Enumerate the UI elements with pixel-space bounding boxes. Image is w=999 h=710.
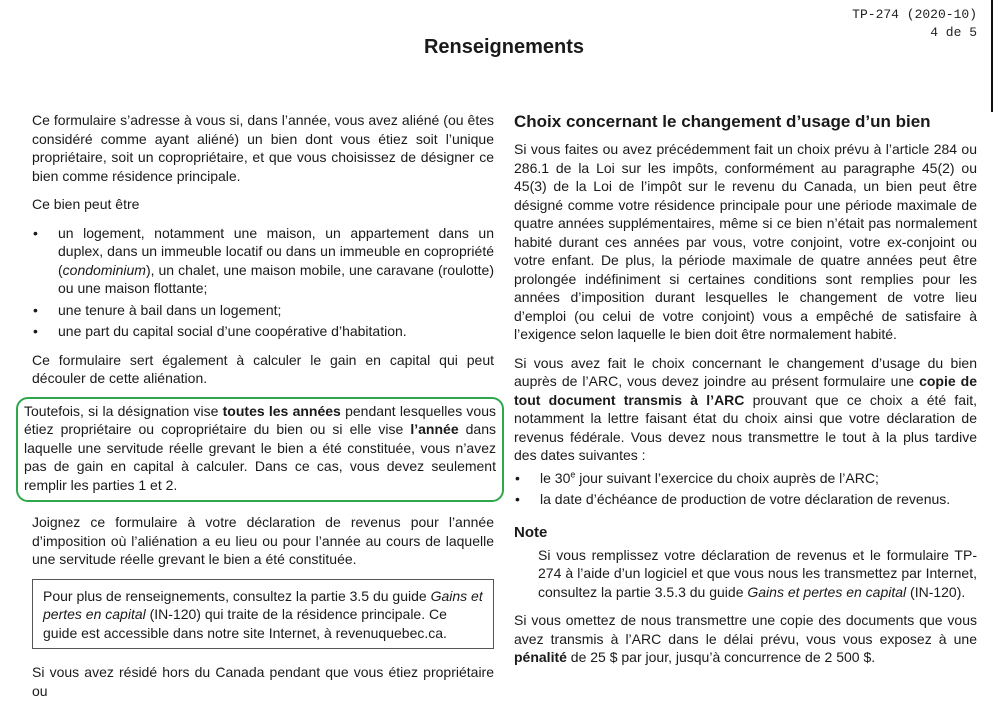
list-item: • une tenure à bail dans un logement; — [33, 301, 282, 318]
info-box — [32, 579, 494, 650]
section-heading: Choix concernant le changement d’usage d’un bien — [514, 112, 931, 131]
bullet-icon: • — [515, 469, 520, 486]
bullet-icon: • — [33, 323, 38, 339]
property-types-intro: Ce bien peut être — [32, 196, 140, 212]
property-types-list — [32, 224, 494, 341]
intro-paragraph: Ce formulaire s’adresse à vous si, dans l’année, vous avez aliéné (ou êtes considéré comme ayant aliéné) un bien dont vous étiez soit l’unique propriétaire, soit un copropriétaire, et que vous choisissez de désigner ce bien comme résidence principale. — [32, 112, 494, 184]
note-paragraph: Si vous remplissez votre déclaration de revenus et le formulaire TP-274 à l’aide d’un logiciel et que vous nous les transmettez par Internet, consultez la partie 3.5.3 du guide Gains et pertes en capital (IN-120). — [538, 546, 977, 600]
website-link[interactable]: revenuquebec.ca — [335, 624, 444, 641]
highlight-box — [16, 397, 504, 503]
bullet-icon: • — [33, 224, 38, 241]
info-paragraph: Pour plus de renseignements, consultez la partie 3.5 du guide Gains et pertes en capital (IN-120) qui traite de la résidence principale. Ce guide est accessible dans notre site Internet, à revenuquebec.ca. — [43, 587, 483, 641]
capital-gain-paragraph: Ce formulaire sert également à calculer le gain en capital qui peut découler de cette aliénation. — [32, 351, 494, 386]
page-number: 4 de 5 — [930, 25, 977, 40]
list-item: • un logement, notamment une maison, un appartement dans un duplex, dans un immeuble locatif ou dans un immeuble en copropriété (condominium), un chalet, une maison mobile, une caravane (roulotte) ou une maison flottante; — [33, 224, 494, 296]
form-code: TP-274 (2020-10) — [852, 7, 977, 22]
penalty-paragraph: Si vous omettez de nous transmettre une copie des documents que vous avez transmis à l’ARC dans le délai prévu, vous vous exposez à une pénalité de 25 $ par jour, jusqu’à concurrence de 2 500 $. — [514, 612, 977, 665]
bullet-icon: • — [515, 491, 520, 507]
attach-form-paragraph: Joignez ce formulaire à votre déclaration de revenus pour l’année d’imposition où l’aliénation a eu lieu ou pour l’année au cours de laquelle une servitude réelle grevant le bien a été constituée. — [32, 514, 494, 567]
list-item: • le 30e jour suivant l’exercice du choix auprès de l’ARC; — [515, 468, 879, 486]
list-item: • la date d’échéance de production de votre déclaration de revenus. — [515, 491, 951, 507]
left-column — [24, 111, 497, 710]
highlight-paragraph: Toutefois, si la désignation vise toutes les années pendant lesquelles vous étiez propriétaire ou copropriétaire du bien ou si elle vise l’année dans laquelle une servitude réelle grevant le bien a été constituée, vous n’avez pas de gain en capital à calculer. Dans ce cas, vous devez seulement remplir les parties 1 et 2. — [24, 402, 497, 493]
deadline-list — [514, 469, 977, 509]
change-of-use-paragraph: Si vous faites ou avez précédemment fait un choix prévu à l’article 284 ou 286.1 de la Loi sur les impôts, conformément au paragraphe 45(2) ou 45(3) de la Loi de l’impôt sur le revenu du Canada, un bien peut être désigné comme votre résidence principale pour une période maximale de quatre années supplémentaires, même si ce bien n’était pas normalement habité durant ces années par vous, votre conjoint, votre ex-conjoint ou votre enfant. De plus, la période maximale de quatre années peut être prolongée indéfiniment si certaines conditions sont remplies pour les années d’imposition durant lesquelles le changement de votre lieu d’emploi (ou celui de votre conjoint) vous a empêché de satisfaire à l’exigence selon laquelle le bien doit être normalement habité. — [514, 141, 977, 342]
list-item: • une part du capital social d’une coopérative d’habitation. — [33, 323, 407, 339]
note-heading: Note — [514, 523, 548, 541]
page-title: Renseignements — [423, 36, 585, 58]
residence-outside-paragraph: Si vous avez résidé hors du Canada pendant que vous étiez propriétaire ou — [32, 664, 494, 699]
arc-paragraph: Si vous avez fait le choix concernant le changement d’usage du bien auprès de l’ARC, vous devez joindre au présent formulaire une copie de tout document transmis à l’ARC prouvant que ce choix a été fait, notamment la lettre faisant état du choix ainsi que votre déclaration de revenus fédérale. Vous devez nous transmettre le tout à la plus tardive des dates suivantes : — [514, 354, 978, 463]
right-column — [514, 111, 977, 677]
bullet-icon: • — [33, 301, 38, 318]
